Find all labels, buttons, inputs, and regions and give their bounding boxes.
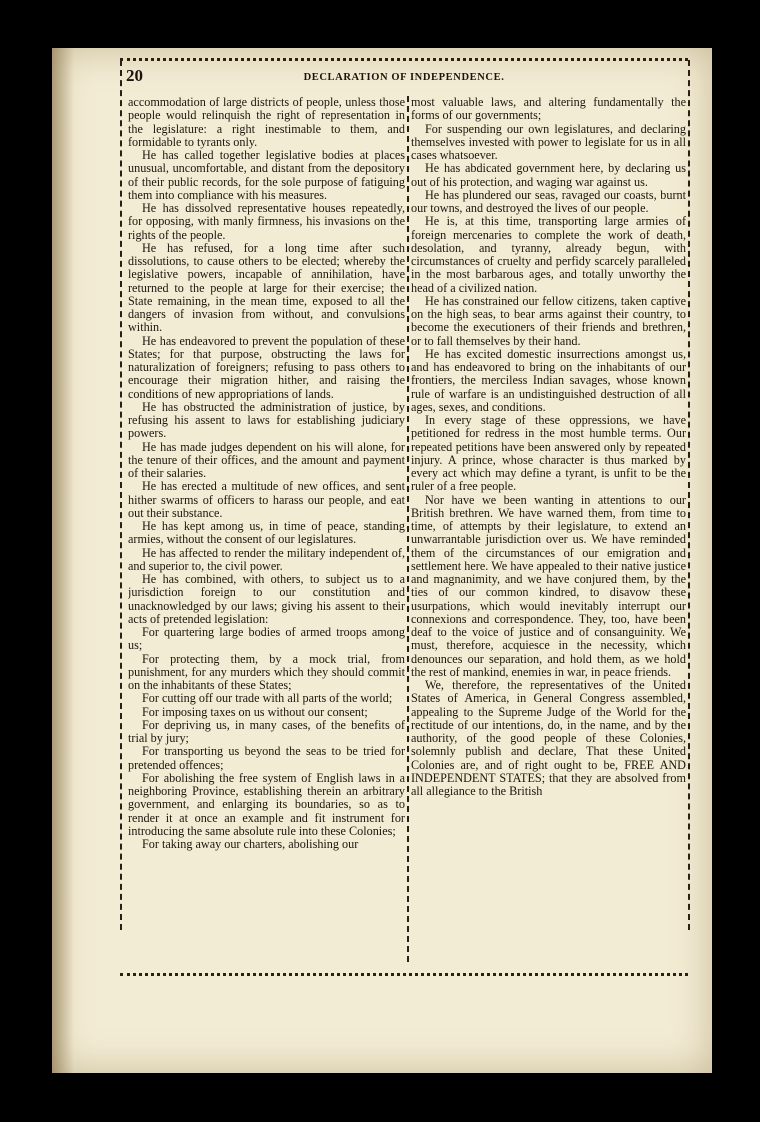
paragraph: For protecting them, by a mock trial, from punishment, for any murders which they should commit on the inhabitants of these States; [128,651,405,692]
paragraph: For cutting off our trade with all parts of the world; [142,691,393,706]
page-gutter-shadow [52,48,74,1073]
page-header [126,66,682,88]
paragraph: He has affected to render the military independent of, and superior to, the civil power. [128,545,405,573]
left-ornamental-rule [120,60,128,930]
paragraph: Nor have we been wanting in attentions to our British brethren. We have warned them, from time to time, of attempts by their legislature, to extend an unwarrantable jurisdiction over us. We have reminded them of the circumstances of our emigration and settlement here. We have appealed to their native justice and magnanimity, and we have conjured them, by the ties of our common kindred, to disavow these usurpations, which would inevitably interrupt our connexions and correspondence. They, too, have been deaf to the voice of justice and of consanguinity. We must, therefore, acquiesce in the necessity, which denounces our separation, and hold them, as we hold the rest of mankind, enemies in war, in peace friends. [411,492,686,679]
paragraph: He has combined, with others, to subject us to a jurisdiction foreign to our constitution and unacknowledged by our laws; giving his assent to their acts of pretended legislation: [128,572,405,626]
paragraph: He has kept among us, in time of peace, standing armies, without the consent of our legislatures. [128,519,405,547]
paragraph: For imposing taxes on us without our consent; [142,704,368,719]
paragraph: He has plundered our seas, ravaged our coasts, burnt our towns, and destroyed the lives of our people. [411,187,686,215]
paragraph: He has made judges dependent on his will alone, for the tenure of their offices, and the amount and payment of their salaries. [128,439,405,480]
paragraph: He has endeavored to prevent the population of these States; for that purpose, obstructing the laws for naturalization of foreigners; refusing to pass others to encourage their migration hither, and raising the conditions of new appropriations of lands. [128,333,405,401]
paragraph: He has dissolved representative houses repeatedly, for opposing, with manly firmness, his invasions on the rights of the people. [128,201,405,242]
running-head: DECLARATION OF INDEPENDENCE. [303,72,505,83]
paragraph: He has abdicated government here, by declaring us out of his protection, and waging war against us. [411,161,686,189]
paragraph: For suspending our own legislatures, and declaring themselves invested with power to legislate for us in all cases whatsoever. [411,121,686,162]
paragraph: In every stage of these oppressions, we have petitioned for redress in the most humble terms. Our repeated petitions have been answered only by repeated injury. A prince, whose character is thus marked by every act which may define a tyrant, is unfit to be the ruler of a free people. [411,413,686,494]
paragraph: For transporting us beyond the seas to be tried for pretended offences; [128,744,405,772]
paragraph: He has constrained our fellow citizens, taken captive on the high seas, to bear arms against their country, to become the executioners of their friends and brethren, or to fall themselves by their hand. [411,293,686,348]
paragraph: For taking away our charters, abolishing our [142,837,359,851]
paragraph: He has excited domestic insurrections amongst us, and has endeavored to bring on the inhabitants of our frontiers, the merciless Indian savages, whose known rule of warfare is an undistinguished destruction of all ages, sexes, and conditions. [411,346,686,414]
right-ornamental-rule [688,60,696,930]
paragraph: He has erected a multitude of new offices, and sent hither swarms of officers to harass our people, and eat out their substance. [128,479,405,520]
paragraph: most valuable laws, and altering fundamentally the forms of our governments; [411,96,686,123]
paragraph: He has called together legislative bodies at places unusual, uncomfortable, and distant from the depository of their public records, for the sole purpose of fatiguing them into compliance with his measures. [128,148,405,202]
page-number: 20 [126,66,143,85]
right-text-column [411,96,686,962]
paragraph: He has refused, for a long time after such dissolutions, to cause others to be elected; whereby the legislative powers, incapable of annihilation, have returned to the people at large for their exercise; the State remaining, in the mean time, exposed to all the dangers of invasion from without, and convulsions within. [128,240,405,335]
left-text-column [128,96,405,962]
paragraph: For quartering large bodies of armed troops among us; [128,625,405,653]
paragraph: We, therefore, the representatives of the United States of America, in General Congress assembled, appealing to the Supreme Judge of the World for the rectitude of our intentions, do, in the name, and by the authority, of the good people of these Colonies, solemnly publish and declare, That these United Colonies are, and of right ought to be, FREE AND INDEPENDENT STATES; that they are absolved from all allegiance to the British [411,678,686,798]
paragraph: He has obstructed the administration of justice, by refusing his assent to laws for establishing judiciary powers. [128,399,405,441]
paragraph: For abolishing the free system of English laws in a neighboring Province, establishing therein an arbitrary government, and enlarging its boundaries, so as to render it at once an example and fit instrument for introducing the same absolute rule into these Colonies; [128,770,405,838]
paragraph: He is, at this time, transporting large armies of foreign mercenaries to complete the work of death, desolation, and tyranny, already begun, with circumstances of cruelty and perfidy scarcely paralleled in the most barbarous ages, and totally unworthy the head of a civilized nation. [411,214,686,295]
paragraph: For depriving us, in many cases, of the benefits of trial by jury; [128,717,405,745]
paragraph: accommodation of large districts of people, unless those people would relinquish the right of representation in the legislature: a right inestimable to them, and formidable to tyrants only. [128,96,405,149]
